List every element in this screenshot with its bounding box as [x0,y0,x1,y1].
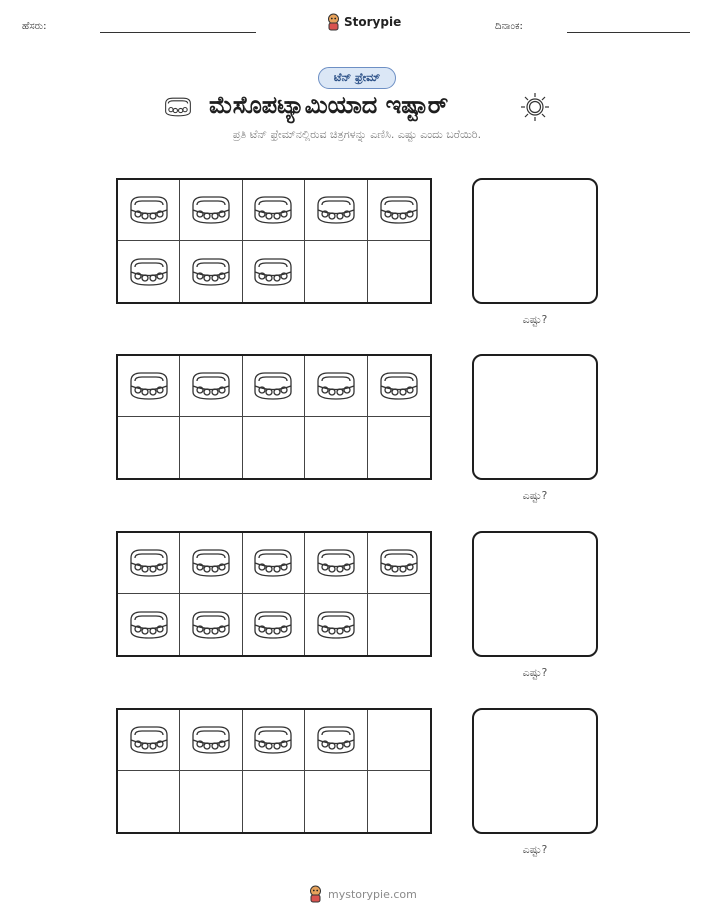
brand-logo [326,13,401,31]
ten-frame-cell [305,417,367,478]
ten-frame-badge: ಟೆನ್ ಫ್ರೇಮ್ [318,67,396,89]
ten-frame-cell [180,771,242,832]
ten-frame-cell [368,771,430,832]
name-line[interactable] [100,32,256,33]
ring-icon [252,546,294,580]
sun-icon [520,92,550,122]
ten-frame-cell [243,710,305,771]
ten-frame-cell [243,356,305,417]
ten-frame-cell [180,241,242,302]
ring-icon [128,546,170,580]
answer-box[interactable] [472,354,598,480]
ten-frame-cell [368,594,430,655]
ring-icon [252,193,294,227]
ten-frame-cell [180,417,242,478]
ten-frame-cell [118,710,180,771]
ten-frame-cell [243,417,305,478]
instructions: ಪ್ರತಿ ಟೆನ್ ಫ್ರೇಮ್‌ನಲ್ಲಿರುವ ಚಿತ್ರಗಳನ್ನು ಎಣಿಸಿ. ಎಷ್ಟು ಎಂದು ಬರೆಯಿರಿ. [232,128,482,141]
ten-frame-cell [180,180,242,241]
ring-icon [190,608,232,642]
ten-frame-cell [118,771,180,832]
ten-frame-cell [305,241,367,302]
ten-frame [116,354,432,480]
ring-icon [128,608,170,642]
ten-frame-cell [118,241,180,302]
mascot-icon [308,885,323,903]
ten-frame-cell [368,356,430,417]
ten-frame-cell [118,180,180,241]
ring-icon [378,546,420,580]
ten-frame-cell [305,180,367,241]
ten-frame-cell [368,533,430,594]
date-line[interactable] [567,32,690,33]
ten-frame-cell [180,710,242,771]
ten-frame [116,531,432,657]
ten-frame-cell [243,594,305,655]
how-many-label: ಎಷ್ಟು? [522,313,548,326]
ring-icon [315,193,357,227]
mascot-icon [326,13,341,31]
ten-frame-cell [243,771,305,832]
ten-frame-cell [180,594,242,655]
ring-icon [190,546,232,580]
ten-frame-cell [368,710,430,771]
ten-frame-cell [305,771,367,832]
ten-frame-cell [368,241,430,302]
ten-frame-cell [305,710,367,771]
ten-frame [116,178,432,304]
ten-frame-cell [368,417,430,478]
footer [308,885,417,903]
ten-frame-cell [118,533,180,594]
ring-icon [315,608,357,642]
ten-frame-cell [118,594,180,655]
date-label: ದಿನಾಂಕ: [495,21,523,32]
how-many-label: ಎಷ್ಟು? [522,666,548,679]
footer-url: mystorypie.com [328,887,417,901]
ring-icon [252,608,294,642]
page-title: ಮೆಸೊಪಟ್ಯಾಮಿಯಾದ ಇಷ್ಟಾರ್ [209,91,449,119]
ten-frame-cell [243,241,305,302]
ten-frame-cell [305,594,367,655]
how-many-label: ಎಷ್ಟು? [522,843,548,856]
ring-icon [128,723,170,757]
ring-icon [378,369,420,403]
brand-name: Storypie [344,15,402,29]
ring-icon [252,255,294,289]
ring-icon [190,255,232,289]
answer-box[interactable] [472,708,598,834]
ring-icon [378,193,420,227]
ring-icon [190,193,232,227]
name-label: ಹೆಸರು: [22,21,47,32]
ten-frame-cell [305,356,367,417]
ten-frame-cell [368,180,430,241]
ten-frame-cell [180,356,242,417]
ring-icon [315,723,357,757]
answer-box[interactable] [472,178,598,304]
ten-frame-cell [118,356,180,417]
ten-frame-cell [180,533,242,594]
how-many-label: ಎಷ್ಟು? [522,489,548,502]
ring-icon [128,255,170,289]
ring-icon [315,369,357,403]
ring-icon [128,369,170,403]
ring-icon [190,369,232,403]
ring-icon [252,369,294,403]
ten-frame-cell [243,533,305,594]
answer-box[interactable] [472,531,598,657]
ring-icon [190,723,232,757]
ring-icon [315,546,357,580]
ten-frame-cell [118,417,180,478]
ten-frame-cell [243,180,305,241]
ten-frame-cell [305,533,367,594]
ring-icon [128,193,170,227]
ring-icon [252,723,294,757]
ten-frame [116,708,432,834]
ring-icon [163,95,193,119]
